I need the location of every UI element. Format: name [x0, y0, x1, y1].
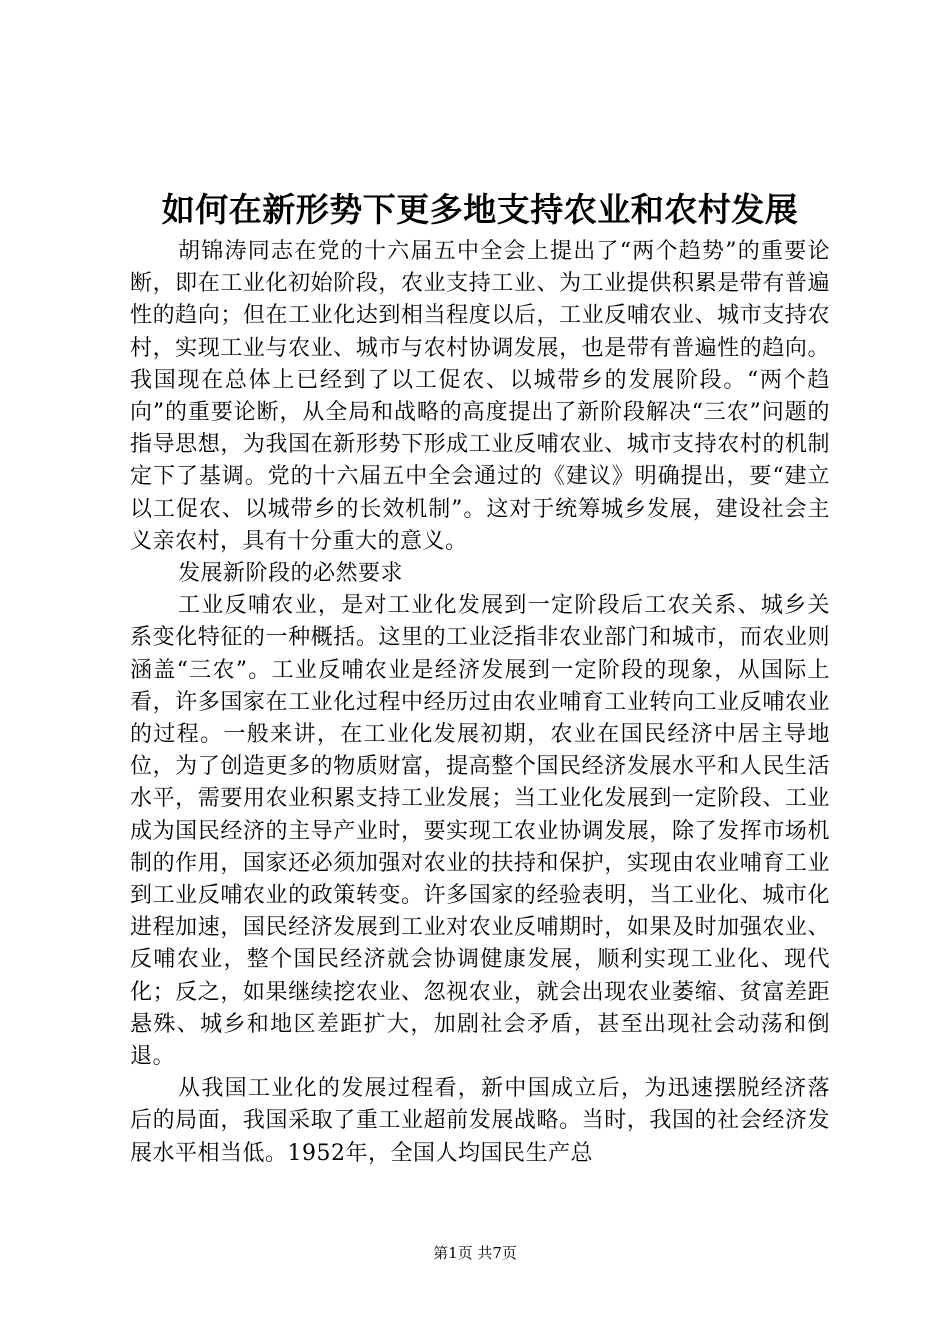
- document-page: [130, 188, 830, 1170]
- paragraph-continued: 从我国工业化的发展过程看，新中国成立后，为迅速摆脱经济落后的局面，我国采取了重工业超前发展战略。当时，我国的社会经济发展水平相当低。1952年，全国人均国民生产总: [130, 1076, 830, 1166]
- paragraph-intro: 胡锦涛同志在党的十六届五中全会上提出了“两个趋势”的重要论断，即在工业化初始阶段，农业支持工业、为工业提供积累是带有普遍性的趋向；但在工业化达到相当程度以后，工业反哺农业、城市支持农村，实现工业与农业、城市与农村协调发展，也是带有普遍性的趋向。我国现在总体上已经到了以工促农、以城带乡的发展阶段。“两个趋向”的重要论断，从全局和战略的高度提出了新阶段解决“三农”问题的指导思想，为我国在新形势下形成工业反哺农业、城市支持农村的机制定下了基调。党的十六届五中全会通过的《建议》明确提出，要“建立以工促农、以城带乡的长效机制”。这对于统筹城乡发展，建设社会主义亲农村，具有十分重大的意义。: [130, 239, 830, 554]
- paragraph-body: 工业反哺农业，是对工业化发展到一定阶段后工农关系、城乡关系变化特征的一种概括。这里的工业泛指非农业部门和城市，而农业则涵盖“三农”。工业反哺农业是经济发展到一定阶段的现象，从国际上看，许多国家在工业化过程中经历过由农业哺育工业转向工业反哺农业的过程。一般来讲，在工业化发展初期，农业在国民经济中居主导地位，为了创造更多的物质财富，提高整个国民经济发展水平和人民生活水平，需要用农业积累支持工业发展；当工业化发展到一定阶段、工业成为国民经济的主导产业时，要实现工农业协调发展，除了发挥市场机制的作用，国家还必须加强对农业的扶持和保护，实现由农业哺育工业到工业反哺农业的政策转变。许多国家的经验表明，当工业化、城市化进程加速，国民经济发展到工业对农业反哺期时，如果及时加强农业、反哺农业，整个国民经济就会协调健康发展，顺利实现工业化、现代化；反之，如果继续挖农业、忽视农业，就会出现农业萎缩、贫富差距悬殊、城乡和地区差距扩大，加剧社会矛盾，甚至出现社会动荡和倒退。: [130, 593, 830, 1070]
- section-heading: 发展新阶段的必然要求: [178, 561, 404, 587]
- page-footer: 第1页 共7页: [433, 1244, 517, 1262]
- document-title: 如何在新形势下更多地支持农业和农村发展: [161, 190, 799, 229]
